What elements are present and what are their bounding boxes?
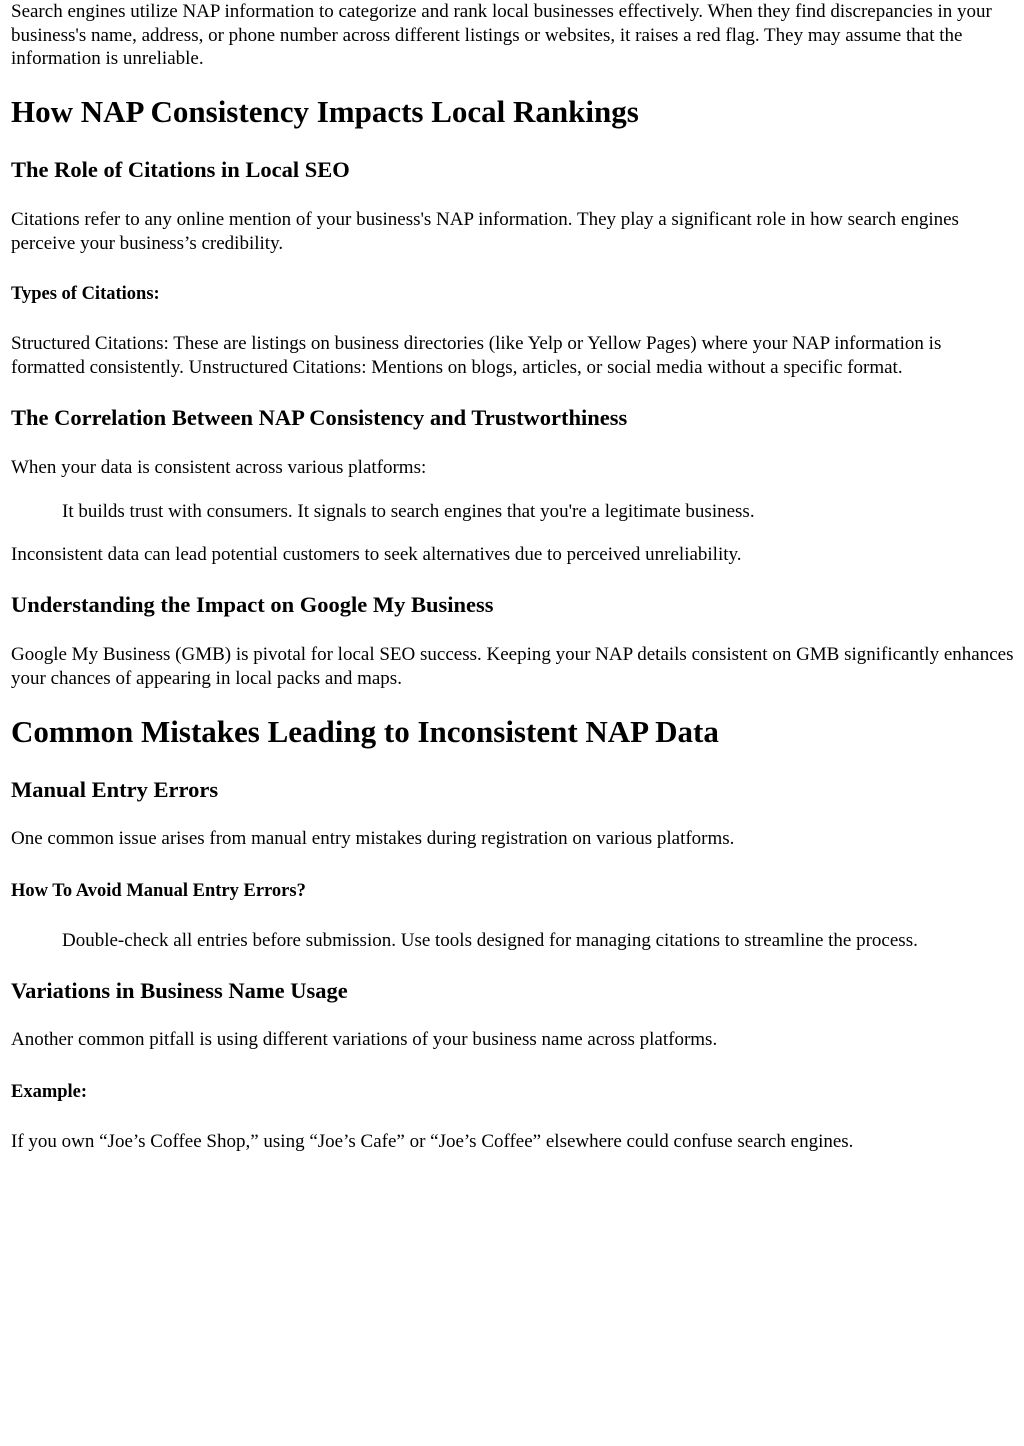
trust-paragraph: When your data is consistent across various platforms: [11, 457, 427, 478]
example-heading: Example: [11, 1082, 88, 1102]
subheading-citations-role: The Role of Citations in Local SEO [11, 157, 350, 182]
subheading-trustworthiness: The Correlation Between NAP Consistency and Trustworthiness [11, 405, 628, 430]
manual-entry-paragraph: One common issue arises from manual entry mistakes during registration on various platforms. [11, 828, 735, 849]
section-heading-common-mistakes: Common Mistakes Leading to Inconsistent NAP Data [11, 714, 719, 749]
inconsistent-data-paragraph: Inconsistent data can lead potential customers to seek alternatives due to perceived unreliability. [11, 544, 742, 565]
avoid-errors-heading: How To Avoid Manual Entry Errors? [11, 881, 306, 901]
avoid-errors-blockquote: Double-check all entries before submission. Use tools designed for managing citations to streamline the process. [62, 930, 918, 951]
types-of-citations-paragraph: Structured Citations: These are listings on business directories (like Yelp or Yellow Pages) where your NAP information is formatted consistently. Unstructured Citations: Mentions on blogs, articles, or social media without a specific format. [11, 333, 942, 378]
subheading-manual-entry-errors: Manual Entry Errors [11, 777, 219, 802]
subheading-gmb-impact: Understanding the Impact on Google My Business [11, 592, 494, 617]
example-paragraph: If you own “Joe’s Coffee Shop,” using “Joe’s Cafe” or “Joe’s Coffee” elsewhere could confuse search engines. [11, 1131, 854, 1152]
citations-paragraph: Citations refer to any online mention of your business's NAP information. They play a significant role in how search engines perceive your business’s credibility. [11, 209, 959, 254]
section-heading-nap-impact: How NAP Consistency Impacts Local Rankings [11, 94, 639, 129]
trust-blockquote: It builds trust with consumers. It signals to search engines that you're a legitimate business. [62, 501, 755, 522]
subheading-name-variations: Variations in Business Name Usage [11, 978, 348, 1003]
gmb-paragraph: Google My Business (GMB) is pivotal for local SEO success. Keeping your NAP details consistent on GMB significantly enhances your chances of appearing in local packs and maps. [11, 644, 1014, 689]
intro-paragraph: Search engines utilize NAP information to categorize and rank local businesses effectively. When they find discrepancies in your business's name, address, or phone number across different listings or websites, it raises a red flag. They may assume that the information is unreliable. [11, 1, 992, 69]
types-of-citations-heading: Types of Citations: [11, 284, 160, 304]
name-variations-paragraph: Another common pitfall is using different variations of your business name across platforms. [11, 1029, 718, 1050]
